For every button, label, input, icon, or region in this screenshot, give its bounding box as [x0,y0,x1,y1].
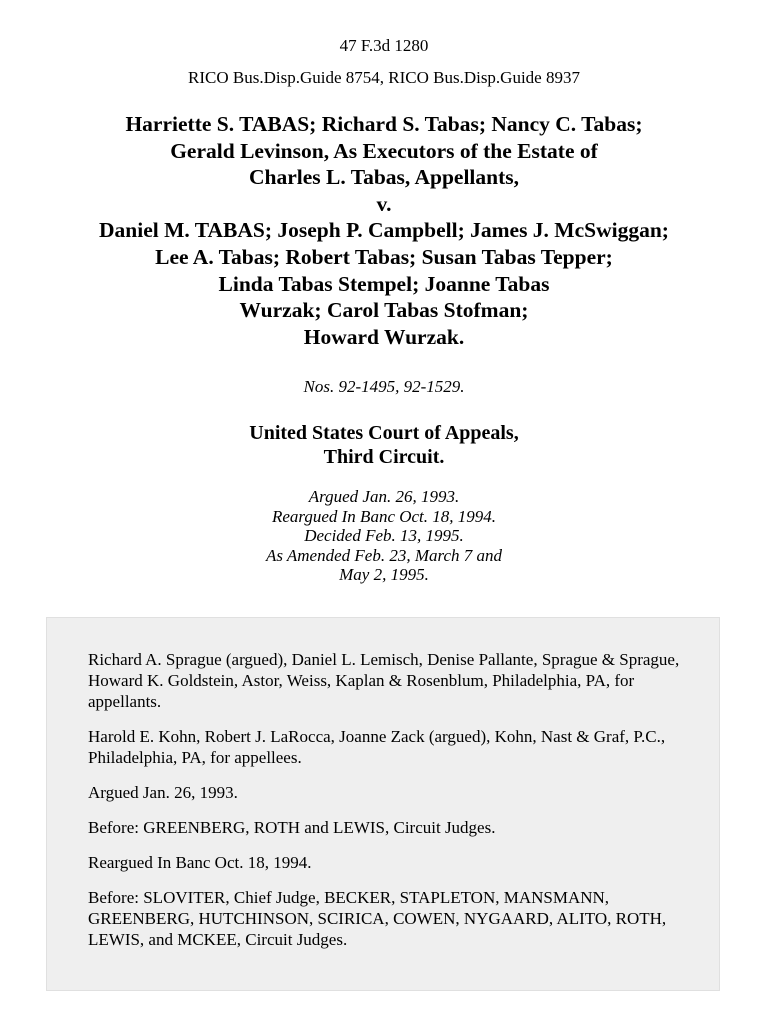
title-line: Wurzak; Carol Tabas Stofman; [239,298,529,323]
title-line-versus: v. [376,191,392,216]
rico-citation: RICO Bus.Disp.Guide 8754, RICO Bus.Disp.Guide 8937 [188,68,580,87]
title-line: Charles L. Tabas, Appellants, [248,165,520,190]
date-line: Decided Feb. 13, 1995. [304,526,464,546]
panel-content [88,649,688,964]
reporter-citation: 47 F.3d 1280 [339,36,429,55]
appellants-counsel: Richard A. Sprague (argued), Daniel L. Lemisch, Denise Pallante, Sprague & Sprague, Howard K. Goldstein, Astor, Weiss, Kaplan & Rosenblum, Philadelphia, PA, for appellants. [88,650,680,711]
reargued-date: Reargued In Banc Oct. 18, 1994. [88,853,312,872]
en-banc-judges: Before: SLOVITER, Chief Judge, BECKER, STAPLETON, MANSMANN, GREENBERG, HUTCHINSON, SCIRICA, COWEN, NYGAARD, ALITO, ROTH, LEWIS, and MCKEE, Circuit Judges. [88,888,667,949]
argued-date: Argued Jan. 26, 1993. [88,783,238,802]
date-line: Argued Jan. 26, 1993. [308,487,460,506]
title-line: Howard Wurzak. [303,324,465,349]
title-line: Linda Tabas Stempel; Joanne Tabas [218,271,550,296]
title-line: Gerald Levinson, As Executors of the Estate of [170,138,598,163]
date-line: May 2, 1995. [339,565,429,585]
title-line: Lee A. Tabas; Robert Tabas; Susan Tabas Tepper; [155,244,613,269]
title-line: Harriette S. TABAS; Richard S. Tabas; Nancy C. Tabas; [125,112,643,136]
docket-numbers: Nos. 92-1495, 92-1529. [303,377,465,396]
court-name [0,421,768,469]
case-dates [0,487,768,585]
case-title [24,111,744,350]
counsel-panel [46,617,720,991]
court-line: United States Court of Appeals, [249,422,519,444]
court-line: Third Circuit. [323,446,445,468]
appellees-counsel: Harold E. Kohn, Robert J. LaRocca, Joanne Zack (argued), Kohn, Nast & Graf, P.C., Philadelphia, PA, for appellees. [88,727,666,767]
date-line: Reargued In Banc Oct. 18, 1994. [271,506,497,526]
date-line: As Amended Feb. 23, March 7 and [265,545,503,565]
original-panel-judges: Before: GREENBERG, ROTH and LEWIS, Circuit Judges. [88,818,496,837]
title-line: Daniel M. TABAS; Joseph P. Campbell; James J. McSwiggan; [99,218,669,243]
